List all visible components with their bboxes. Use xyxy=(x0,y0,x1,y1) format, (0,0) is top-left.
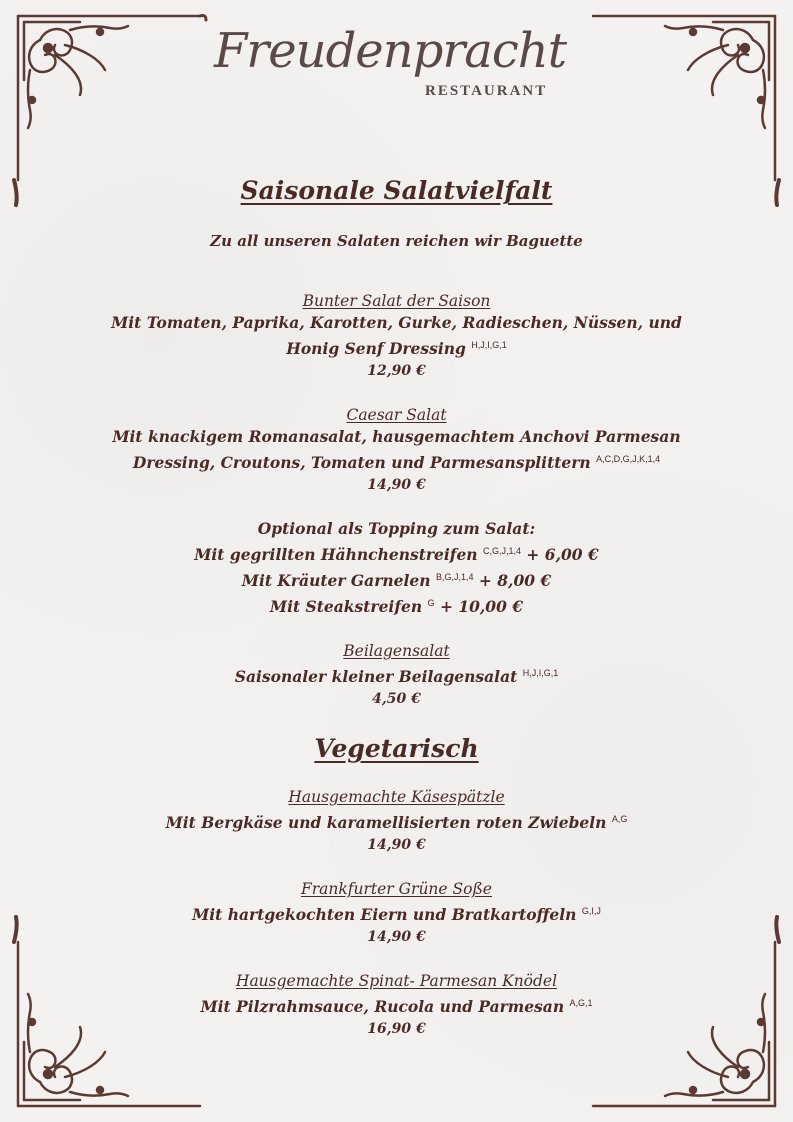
item-name: Bunter Salat der Saison xyxy=(302,292,491,310)
menu-content xyxy=(60,168,733,1040)
allergen-codes: A,C,D,G,J,K,1,4 xyxy=(596,454,661,464)
item-price: 14,90 € xyxy=(367,929,426,945)
item-description: Mit hartgekochten Eiern und Bratkartoffeln $^{G,I,J}$ xyxy=(192,905,601,924)
allergen-codes: H,J,I,G,1 xyxy=(522,668,559,678)
item-price: 16,90 € xyxy=(367,1021,426,1037)
item-description: Mit Pilzrahmsauce, Rucola und Parmesan $^{A,G,1}$ xyxy=(200,997,593,1016)
section-title-salads: Saisonale Salatvielfalt xyxy=(240,176,553,205)
allergen-codes: G,I,J xyxy=(581,906,601,916)
salads-intro: Zu all unseren Salaten reichen wir Baguette xyxy=(210,232,583,250)
topping-option: Mit gegrillten Hähnchenstreifen $^{C,G,J,1,4}$ + 6,00 € xyxy=(194,545,599,564)
menu-item xyxy=(60,786,733,856)
topping-block xyxy=(60,518,733,618)
allergen-codes: B,G,J,1,4 xyxy=(435,572,474,582)
section-title-vegetarian: Vegetarisch xyxy=(314,734,479,763)
restaurant-logo xyxy=(0,10,793,105)
item-name: Caesar Salat xyxy=(346,406,447,424)
item-description: Mit Tomaten, Paprika, Karotten, Gurke, Radieschen, Nüssen, und Honig Senf Dressing $^{H,J,I,G,1}$ xyxy=(111,313,682,358)
menu-item xyxy=(60,290,733,382)
item-name: Hausgemachte Käsespätzle xyxy=(288,788,505,806)
item-price: 4,50 € xyxy=(372,691,421,707)
item-description: Mit knackigem Romanasalat, hausgemachtem Anchovi Parmesan Dressing, Croutons, Tomaten und Parmesansplittern $^{A,C,D,G,J,K,1,4}$ xyxy=(112,427,681,472)
menu-item xyxy=(60,640,733,710)
logo-wordmark: Freudenpracht xyxy=(214,23,566,79)
menu-item xyxy=(60,970,733,1040)
item-price: 14,90 € xyxy=(367,837,426,853)
logo-subtitle: RESTAURANT xyxy=(425,83,548,99)
item-name: Beilagensalat xyxy=(343,642,450,660)
topping-price: + 10,00 € xyxy=(439,597,524,616)
item-description: Saisonaler kleiner Beilagensalat $^{H,J,I,G,1}$ xyxy=(234,667,559,686)
item-price: 12,90 € xyxy=(367,363,426,379)
allergen-codes: H,J,I,G,1 xyxy=(471,340,507,350)
topping-option: Mit Kräuter Garnelen $^{B,G,J,1,4}$ + 8,00 € xyxy=(241,571,552,590)
allergen-codes: G xyxy=(427,598,435,608)
topping-price: + 6,00 € xyxy=(526,545,599,564)
item-name: Hausgemachte Spinat- Parmesan Knödel xyxy=(235,972,558,990)
item-name: Frankfurter Grüne Soße xyxy=(301,880,492,898)
allergen-codes: A,G xyxy=(611,814,628,824)
topping-price: + 8,00 € xyxy=(478,571,552,590)
topping-heading: Optional als Topping zum Salat: xyxy=(257,519,536,538)
topping-option: Mit Steakstreifen $^G$ + 10,00 € xyxy=(269,597,524,616)
menu-item xyxy=(60,878,733,948)
allergen-codes: C,G,J,1,4 xyxy=(482,546,521,556)
menu-item xyxy=(60,404,733,496)
item-price: 14,90 € xyxy=(367,477,426,493)
item-description: Mit Bergkäse und karamellisierten roten Zwiebeln $^{A,G}$ xyxy=(165,813,628,832)
allergen-codes: A,G,1 xyxy=(569,998,593,1008)
